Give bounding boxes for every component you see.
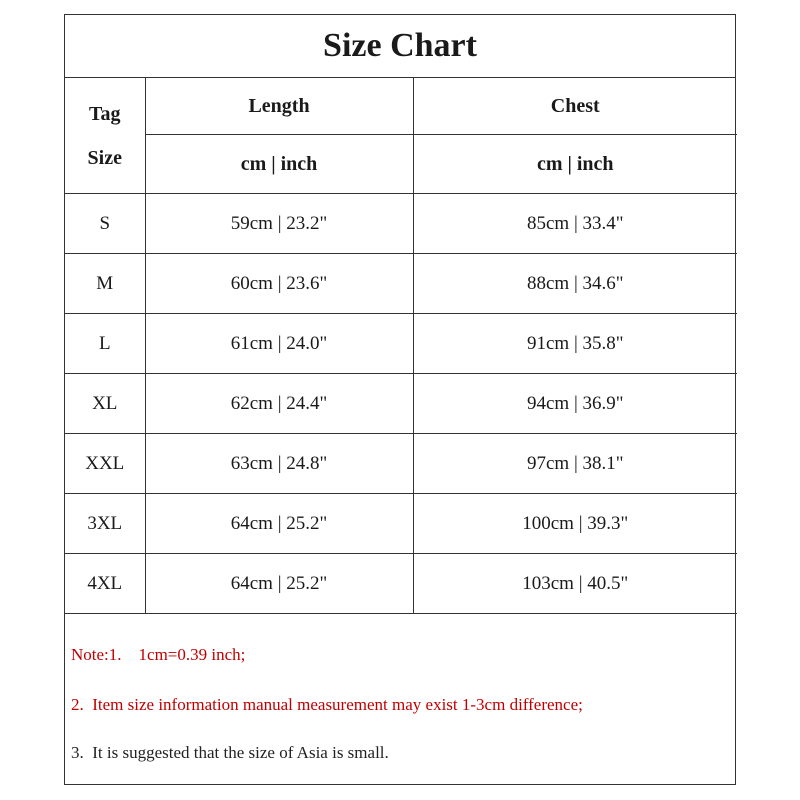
- chest-cell: 91cm | 35.8": [413, 314, 737, 374]
- table-row: [65, 434, 737, 494]
- size-chart-sheet: [64, 14, 736, 785]
- size-cell: S: [65, 194, 145, 254]
- length-cell: 64cm | 25.2": [145, 494, 413, 554]
- chest-cell: 97cm | 38.1": [413, 434, 737, 494]
- length-cell: 63cm | 24.8": [145, 434, 413, 494]
- length-header: Length: [145, 78, 413, 135]
- length-cell: 59cm | 23.2": [145, 194, 413, 254]
- length-cell: 60cm | 23.6": [145, 254, 413, 314]
- tag-size-header-line2: Size: [87, 146, 122, 169]
- note-2: 2. Item size information manual measurement may exist 1-3cm difference;: [71, 695, 583, 714]
- chest-header: Chest: [413, 78, 737, 135]
- table-row: [65, 194, 737, 254]
- note-3: 3. It is suggested that the size of Asia is small.: [71, 743, 389, 762]
- size-cell: XXL: [65, 434, 145, 494]
- table-row: [65, 314, 737, 374]
- chest-cell: 85cm | 33.4": [413, 194, 737, 254]
- size-cell: 3XL: [65, 494, 145, 554]
- length-unit-header: cm | inch: [145, 135, 413, 194]
- length-cell: 61cm | 24.0": [145, 314, 413, 374]
- chart-title: Size Chart: [65, 15, 735, 78]
- size-cell: L: [65, 314, 145, 374]
- chest-cell: 100cm | 39.3": [413, 494, 737, 554]
- table-row: [65, 254, 737, 314]
- size-table: [65, 78, 737, 614]
- table-row: [65, 554, 737, 614]
- table-row: [65, 494, 737, 554]
- notes-section: [65, 617, 735, 785]
- header-row: [65, 78, 737, 135]
- table-row: [65, 374, 737, 434]
- length-cell: 64cm | 25.2": [145, 554, 413, 614]
- size-cell: M: [65, 254, 145, 314]
- size-cell: XL: [65, 374, 145, 434]
- chest-cell: 88cm | 34.6": [413, 254, 737, 314]
- size-cell: 4XL: [65, 554, 145, 614]
- chest-cell: 94cm | 36.9": [413, 374, 737, 434]
- note-1: Note:1. 1cm=0.39 inch;: [71, 645, 246, 664]
- chest-cell: 103cm | 40.5": [413, 554, 737, 614]
- unit-row: [65, 135, 737, 194]
- length-cell: 62cm | 24.4": [145, 374, 413, 434]
- chest-unit-header: cm | inch: [413, 135, 737, 194]
- tag-size-header-line1: Tag: [88, 102, 121, 125]
- tag-size-header: [65, 78, 145, 194]
